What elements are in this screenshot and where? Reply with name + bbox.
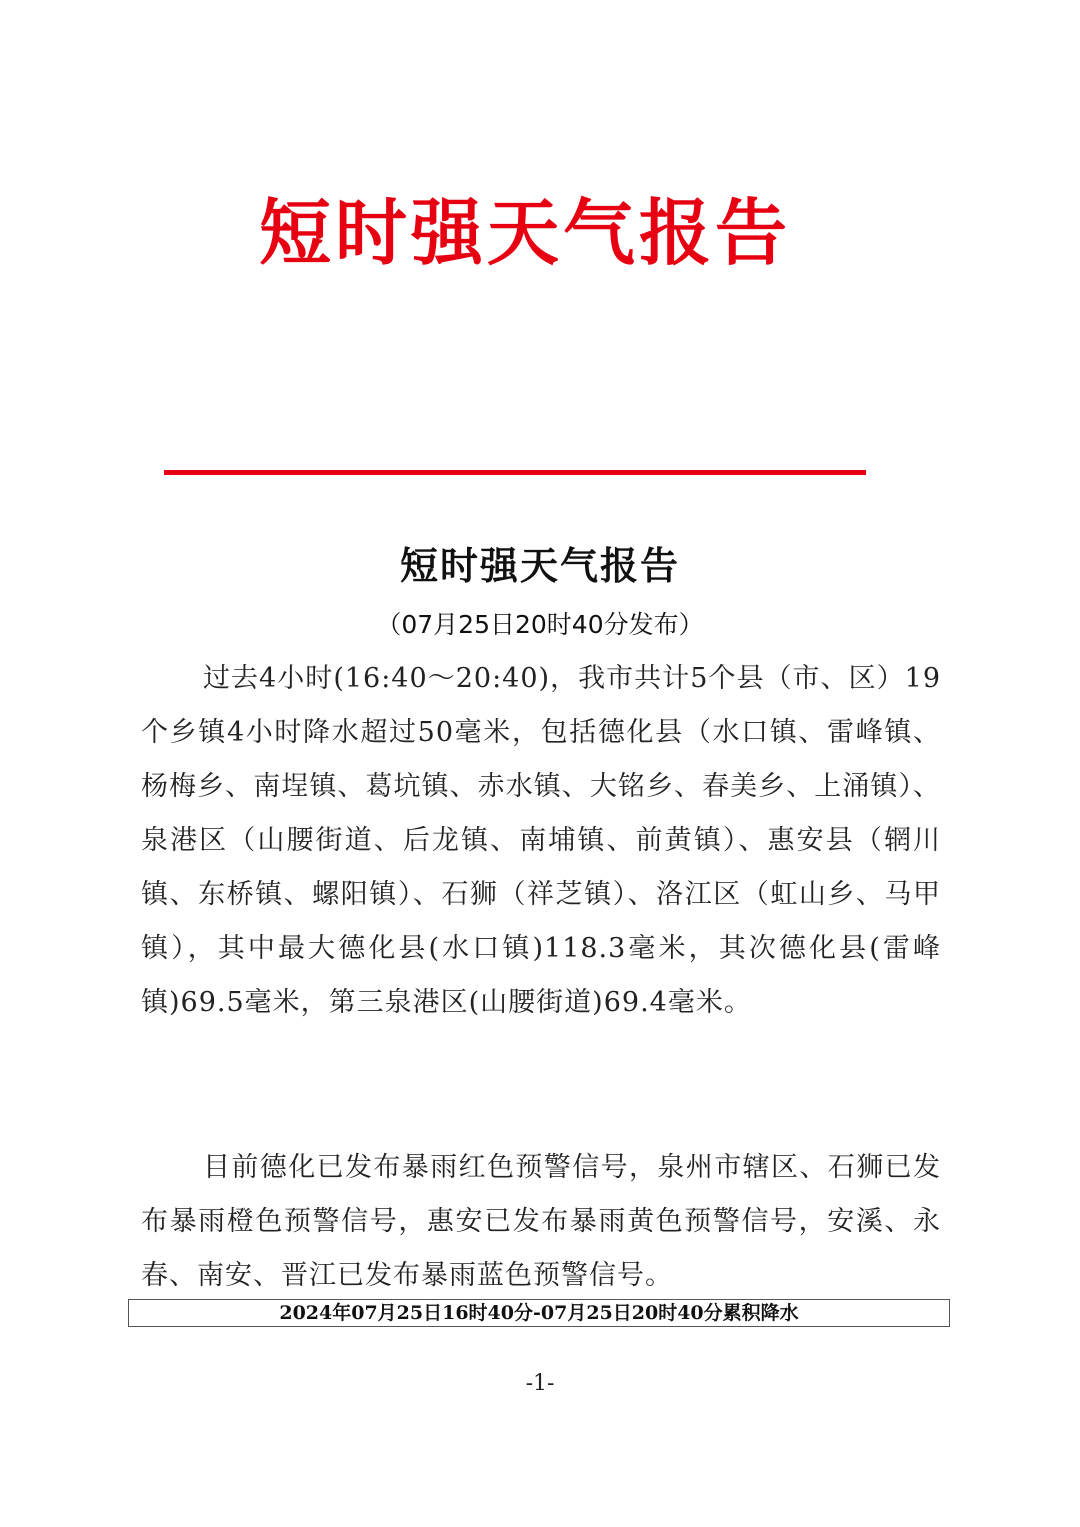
body-paragraph-warnings: 目前德化已发布暴雨红色预警信号，泉州市辖区、石狮已发布暴雨橙色预警信号，惠安已发布暴雨黄色预警信号，安溪、永春、南安、晋江已发布暴雨蓝色预警信号。 <box>141 1152 941 1291</box>
body-paragraph-rainfall: 过去4小时(16:40～20:40)，我市共计5个县（市、区）19个乡镇4小时降水超过50毫米，包括德化县（水口镇、雷峰镇、杨梅乡、南埕镇、葛坑镇、赤水镇、大铭乡、春美乡、上涌镇）、泉港区（山腰街道、后龙镇、南埔镇、前黄镇）、惠安县（辋川镇、东桥镇、螺阳镇）、石狮（祥芝镇）、洛江区（虹山乡、马甲镇），其中最大德化县(水口镇)118.3毫米，其次德化县(雷峰镇)69.5毫米，第三泉港区(山腰街道)69.4毫米。 <box>141 663 941 1018</box>
masthead-title: 短时强天气报告 <box>258 191 791 275</box>
page-number: -1- <box>525 1371 555 1396</box>
figure-caption: 2024年07月25日16时40分-07月25日20时40分累积降水 <box>128 1299 950 1327</box>
document-title: 短时强天气报告 <box>399 544 680 588</box>
red-divider-rule <box>164 470 866 475</box>
issue-time: （07月25日20时40分发布） <box>376 610 704 639</box>
